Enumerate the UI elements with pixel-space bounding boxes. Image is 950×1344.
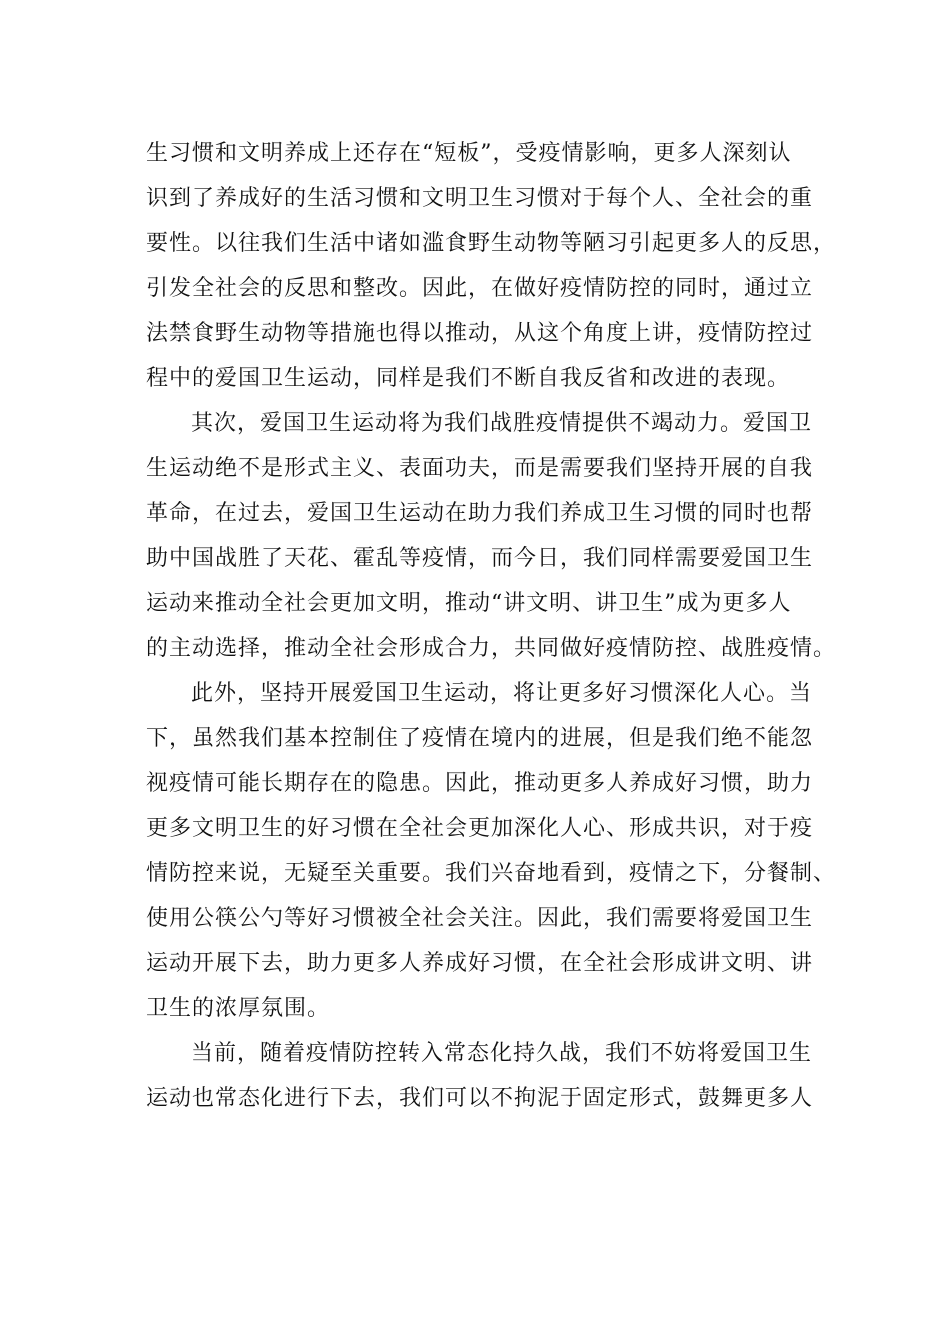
text-line: 视疫情可能长期存在的隐患。因此，推动更多人养成好习惯，助力	[146, 771, 814, 796]
text-line: 助中国战胜了天花、霍乱等疫情，而今日，我们同样需要爱国卫生	[146, 546, 814, 571]
text-line: 情防控来说，无疑至关重要。我们兴奋地看到，疫情之下，分餐制、	[146, 861, 837, 886]
text-line: 运动也常态化进行下去，我们可以不拘泥于固定形式，鼓舞更多人	[146, 1086, 814, 1111]
text-line: 运动来推动全社会更加文明，推动“讲文明、讲卫生”成为更多人	[146, 591, 792, 616]
text-line: 引发全社会的反思和整改。因此，在做好疫情防控的同时，通过立	[146, 276, 814, 301]
text-line: 使用公筷公勺等好习惯被全社会关注。因此，我们需要将爱国卫生	[146, 906, 814, 931]
text-line: 程中的爱国卫生运动，同样是我们不断自我反省和改进的表现。	[146, 366, 791, 391]
text-line: 生习惯和文明养成上还存在“短板”，受疫情影响，更多人深刻认	[146, 141, 792, 166]
text-line: 识到了养成好的生活习惯和文明卫生习惯对于每个人、全社会的重	[146, 186, 814, 211]
text-line: 革命，在过去，爱国卫生运动在助力我们养成卫生习惯的同时也帮	[146, 501, 814, 526]
text-line: 法禁食野生动物等措施也得以推动，从这个角度上讲，疫情防控过	[146, 321, 814, 346]
paragraph-start-line: 当前，随着疫情防控转入常态化持久战，我们不妨将爱国卫生	[191, 1041, 813, 1066]
text-line: 要性。以往我们生活中诸如滥食野生动物等陋习引起更多人的反思，	[146, 231, 837, 256]
text-line: 的主动选择，推动全社会形成合力，共同做好疫情防控、战胜疫情。	[146, 636, 837, 661]
text-line: 卫生的浓厚氛围。	[146, 996, 331, 1021]
paragraph-start-line: 其次，爱国卫生运动将为我们战胜疫情提供不竭动力。爱国卫	[191, 411, 813, 436]
text-line: 运动开展下去，助力更多人养成好习惯，在全社会形成讲文明、讲	[146, 951, 814, 976]
text-line: 更多文明卫生的好习惯在全社会更加深化人心、形成共识，对于疫	[146, 816, 814, 841]
paragraph-start-line: 此外，坚持开展爱国卫生运动，将让更多好习惯深化人心。当	[191, 681, 813, 706]
text-line: 生运动绝不是形式主义、表面功夫，而是需要我们坚持开展的自我	[146, 456, 814, 481]
document-body	[146, 131, 837, 1121]
text-line: 下，虽然我们基本控制住了疫情在境内的进展，但是我们绝不能忽	[146, 726, 814, 751]
